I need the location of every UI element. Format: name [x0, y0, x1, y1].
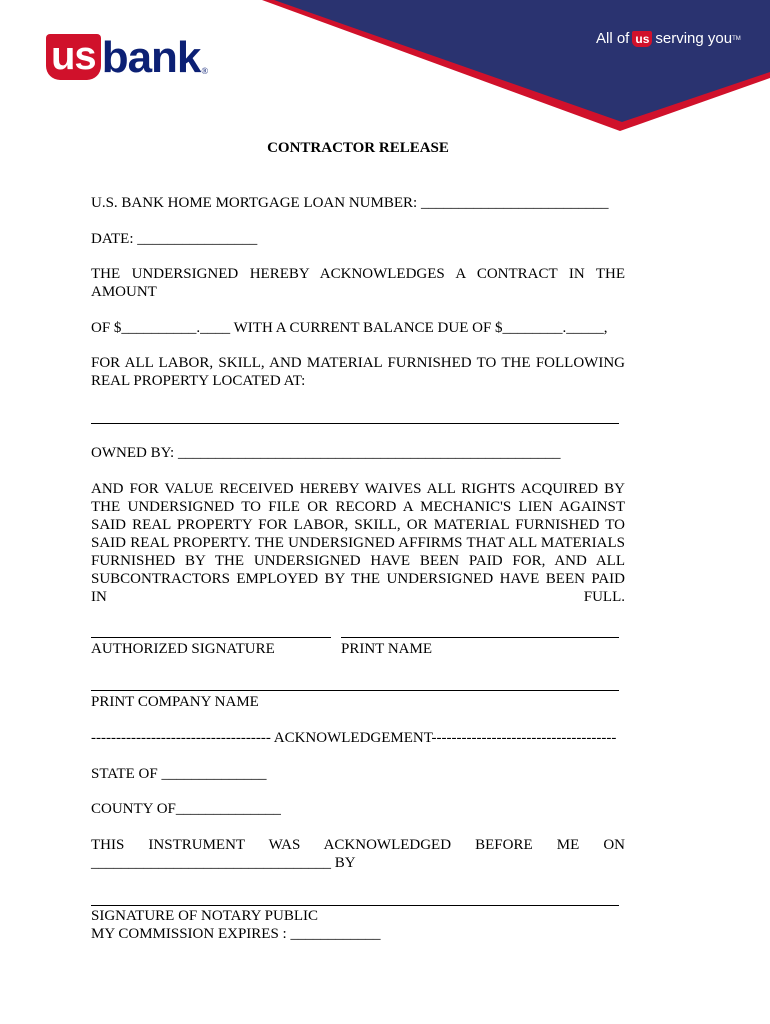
instrument-acknowledged-text: THIS INSTRUMENT WAS ACKNOWLEDGED BEFORE ME ON	[91, 837, 625, 853]
contract-acknowledgement: THE UNDERSIGNED HEREBY ACKNOWLEDGES A CONTRACT IN THE AMOUNT	[91, 266, 625, 300]
tagline-post: serving you	[655, 30, 733, 47]
authorized-signature-line[interactable]	[91, 637, 331, 638]
logo-bank-text: bank	[101, 33, 201, 82]
tagline-pre: All of	[596, 30, 630, 47]
print-name-line[interactable]	[341, 637, 619, 638]
company-name-line[interactable]	[91, 690, 619, 691]
logo-us-shield: us	[46, 34, 101, 80]
acknowledged-by-field[interactable]: ________________________________ BY	[91, 855, 356, 871]
authorized-signature-label: AUTHORIZED SIGNATURE	[91, 641, 275, 657]
usbank-logo	[46, 30, 208, 80]
logo-registered-mark: ®	[201, 66, 209, 76]
print-name-label: PRINT NAME	[341, 641, 432, 657]
tagline-us-badge: us	[632, 31, 652, 47]
commission-expires-field[interactable]: MY COMMISSION EXPIRES : ____________	[91, 926, 381, 942]
acknowledgement-divider: ------------------------------------ ACKNOWLEDGEMENT-------------------------------------	[91, 730, 617, 746]
notary-signature-line[interactable]	[91, 905, 619, 906]
labor-property-text: FOR ALL LABOR, SKILL, AND MATERIAL FURNISHED TO THE FOLLOWING REAL PROPERTY LOCATED AT:	[91, 355, 625, 389]
loan-number-field[interactable]: U.S. BANK HOME MORTGAGE LOAN NUMBER: _________________________	[91, 195, 609, 211]
property-address-line[interactable]	[91, 423, 619, 424]
print-company-name-label: PRINT COMPANY NAME	[91, 694, 259, 710]
date-field[interactable]: DATE: ________________	[91, 231, 258, 247]
form-title: CONTRACTOR RELEASE	[267, 140, 449, 156]
state-of-field[interactable]: STATE OF ______________	[91, 766, 267, 782]
owned-by-field[interactable]: OWNED BY: ___________________________________________________	[91, 445, 561, 461]
amount-field[interactable]: OF $__________.____ WITH A CURRENT BALANCE DUE OF $________._____,	[91, 320, 608, 336]
county-of-field[interactable]: COUNTY OF______________	[91, 801, 281, 817]
tagline-trademark: TM	[732, 35, 741, 42]
tagline	[596, 30, 741, 47]
notary-signature-label: SIGNATURE OF NOTARY PUBLIC	[91, 908, 319, 924]
lien-waiver-text: AND FOR VALUE RECEIVED HEREBY WAIVES ALL RIGHTS ACQUIRED BY THE UNDERSIGNED TO FILE OR RECORD A MECHANIC'S LIEN AGAINST SAID REAL PROPERTY FOR LABOR, SKILL, OR MATERIAL FURNISHED TO SAID REAL PROPERTY. THE UNDERSIGNED AFFIRMS THAT ALL MATERIALS FURNISHED BY THE UNDERSIGNED HAVE BEEN PAID FOR, AND ALL SUBCONTRACTORS EMPLOYED BY THE UNDERSIGNED HAVE BEEN PAID IN FULL.	[91, 481, 625, 605]
